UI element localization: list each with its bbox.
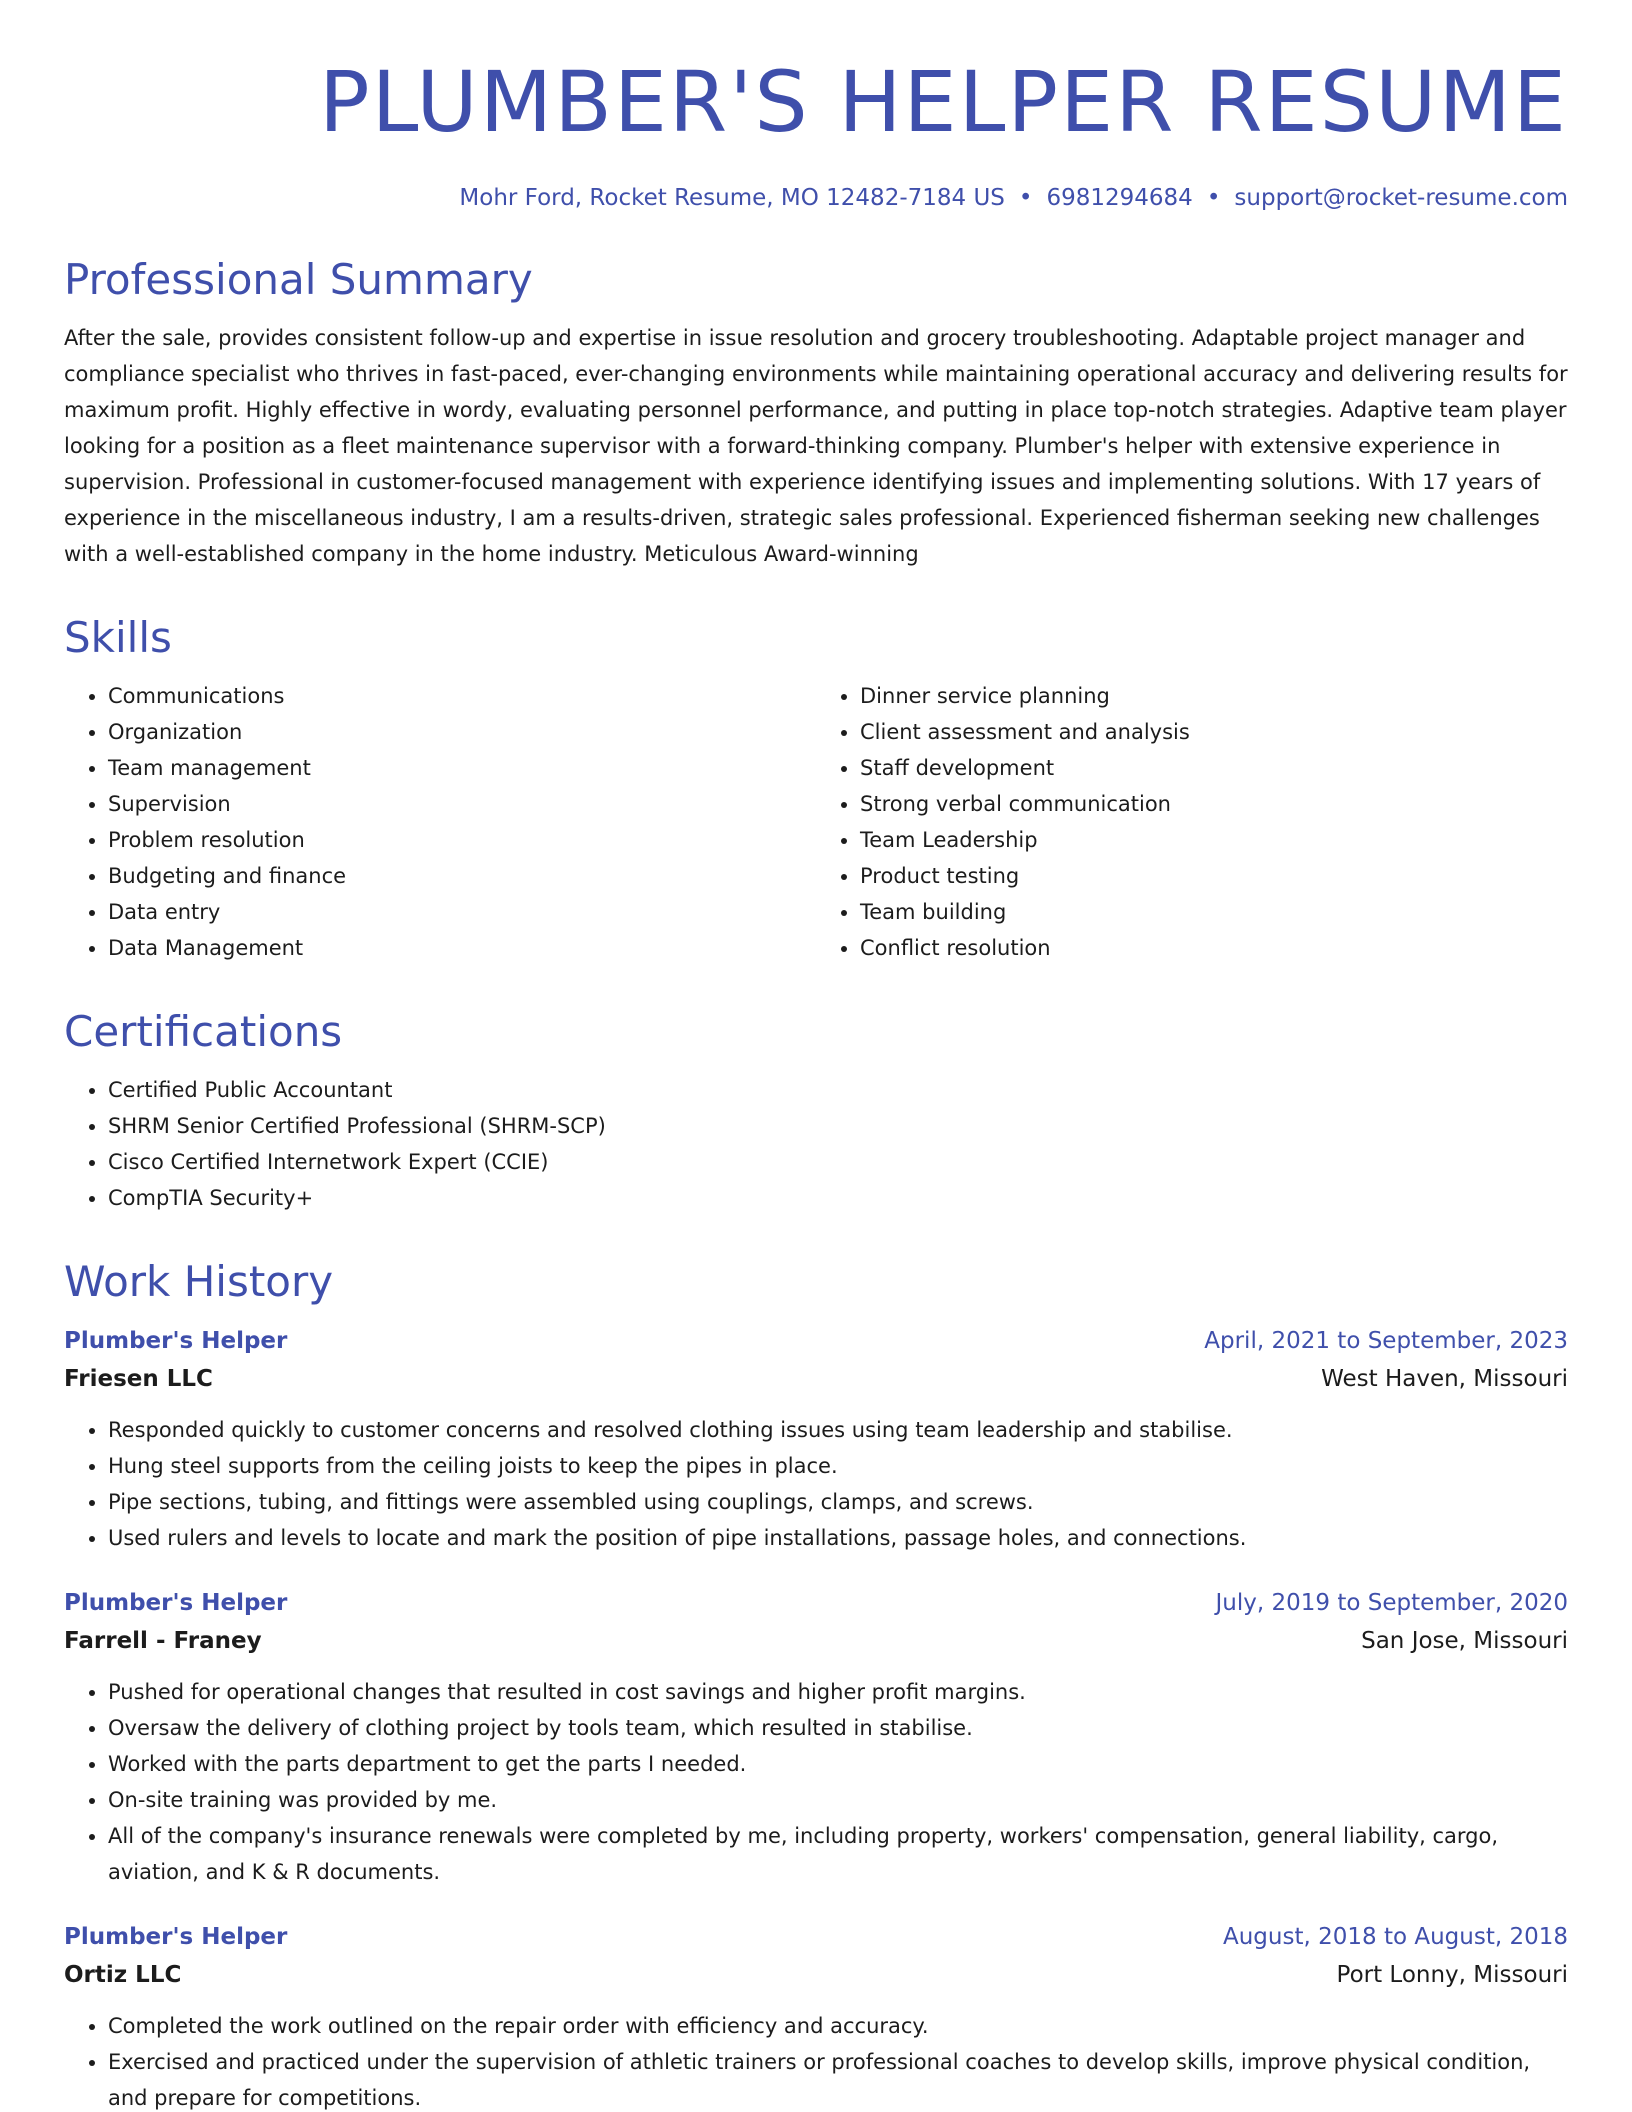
certification-item: • SHRM Senior Certified Professional (SHRM-SCP) (108, 1108, 1568, 1144)
job-location: Port Lonny, Missouri (1336, 1962, 1568, 1988)
skill-item: • Dinner service planning (860, 678, 1568, 714)
job-bullet: • Pushed for operational changes that resulted in cost savings and higher profit margins. (108, 1674, 1568, 1710)
job-bullet: • Completed the work outlined on the repair order with efficiency and accuracy. (108, 2008, 1568, 2044)
certification-item: • CompTIA Security+ (108, 1180, 1568, 1216)
skill-item: • Organization (108, 714, 816, 750)
summary-text: After the sale, provides consistent follow-up and expertise in issue resolution and grocery troubleshooting. Adaptable project manager and compliance specialist who thrives in fast-paced, ever-changing environments while maintaining operational accuracy and delivering results for maximum profit. Highly effective in wordy, evaluating personnel performance, and putting in place top-notch strategies. Adaptive team player looking for a position as a fleet maintenance supervisor with a forward-thinking company. Plumber's helper with extensive experience in supervision. Professional in customer-focused management with experience identifying issues and implementing solutions. With 17 years of experience in the miscellaneous industry, I am a results-driven, strategic sales professional. Experienced fisherman seeking new challenges with a well-established company in the home industry. Meticulous Award-winning (64, 326, 1568, 566)
summary-heading: Professional Summary (64, 255, 533, 304)
job-bullet: • All of the company's insurance renewals were completed by me, including property, workers' compensation, general liability, cargo, aviation, and K & R documents. (108, 1818, 1568, 1890)
job-location: West Haven, Missouri (1321, 1366, 1568, 1392)
certifications-list (64, 1072, 1568, 1216)
contact-separator: • (1018, 185, 1033, 211)
job-company-row (64, 1360, 1568, 1398)
skills-grid (64, 678, 1568, 966)
job-title: Plumber's Helper (64, 1328, 288, 1354)
job-dates: August, 2018 to August, 2018 (1223, 1924, 1568, 1950)
job-company-row (64, 1956, 1568, 1994)
contact-email[interactable]: support@rocket-resume.com (1234, 185, 1568, 211)
job-bullet: • Pipe sections, tubing, and fittings were assembled using couplings, clamps, and screws. (108, 1484, 1568, 1520)
skill-item: • Team Leadership (860, 822, 1568, 858)
job-title-row (64, 1584, 1568, 1622)
skills-column-left (64, 678, 816, 966)
job-title-row (64, 1918, 1568, 1956)
skill-item: • Team management (108, 750, 816, 786)
skill-item: • Client assessment and analysis (860, 714, 1568, 750)
contact-separator: • (1206, 185, 1221, 211)
contact-address: Mohr Ford, Rocket Resume, MO 12482-7184 US (459, 185, 1005, 211)
skill-item: • Strong verbal communication (860, 786, 1568, 822)
job-company: Friesen LLC (64, 1366, 213, 1392)
job-bullet: • Exercised and practiced under the supervision of athletic trainers or professional coaches to develop skills, improve physical condition, and prepare for competitions. (108, 2044, 1568, 2112)
work-history-heading: Work History (64, 1257, 334, 1306)
job-bullet: • Hung steel supports from the ceiling joists to keep the pipes in place. (108, 1448, 1568, 1484)
job-location: San Jose, Missouri (1361, 1628, 1568, 1654)
job-title-row (64, 1322, 1568, 1360)
skill-item: • Budgeting and finance (108, 858, 816, 894)
resume-header (64, 52, 1568, 214)
certifications-section (64, 1006, 1568, 1216)
work-history-section (64, 1256, 1568, 2112)
page-title: PLUMBER'S HELPER RESUME (318, 53, 1568, 151)
certifications-heading: Certifications (64, 1007, 343, 1056)
job-bullets (64, 1412, 1568, 1556)
skill-item: • Problem resolution (108, 822, 816, 858)
job-dates: April, 2021 to September, 2023 (1204, 1328, 1568, 1354)
job-company: Farrell - Franey (64, 1628, 262, 1654)
job-entry (64, 1918, 1568, 2112)
job-bullet: • Used rulers and levels to locate and mark the position of pipe installations, passage holes, and connections. (108, 1520, 1568, 1556)
summary-section (64, 254, 1568, 572)
skills-list-left (64, 678, 816, 966)
job-title: Plumber's Helper (64, 1924, 288, 1950)
skill-item: • Staff development (860, 750, 1568, 786)
skill-item: • Data Management (108, 930, 816, 966)
contact-phone: 6981294684 (1046, 185, 1193, 211)
skill-item: • Data entry (108, 894, 816, 930)
skills-section (64, 612, 1568, 966)
certification-item: • Certified Public Accountant (108, 1072, 1568, 1108)
job-bullet: • On-site training was provided by me. (108, 1782, 1568, 1818)
job-bullet: • Worked with the parts department to get the parts I needed. (108, 1746, 1568, 1782)
job-dates: July, 2019 to September, 2020 (1215, 1590, 1568, 1616)
job-bullet: • Responded quickly to customer concerns and resolved clothing issues using team leadership and stabilise. (108, 1412, 1568, 1448)
skill-item: • Supervision (108, 786, 816, 822)
job-entry (64, 1322, 1568, 1556)
job-company-row (64, 1622, 1568, 1660)
job-bullet: • Oversaw the delivery of clothing project by tools team, which resulted in stabilise. (108, 1710, 1568, 1746)
job-company: Ortiz LLC (64, 1962, 182, 1988)
certification-item: • Cisco Certified Internetwork Expert (CCIE) (108, 1144, 1568, 1180)
skills-heading: Skills (64, 613, 172, 662)
job-title: Plumber's Helper (64, 1590, 288, 1616)
skill-item: • Conflict resolution (860, 930, 1568, 966)
skills-column-right (816, 678, 1568, 966)
job-bullets (64, 2008, 1568, 2112)
contact-line (64, 182, 1568, 214)
job-entry (64, 1584, 1568, 1890)
skill-item: • Product testing (860, 858, 1568, 894)
skill-item: • Team building (860, 894, 1568, 930)
skills-list-right (816, 678, 1568, 966)
job-bullets (64, 1674, 1568, 1890)
skill-item: • Communications (108, 678, 816, 714)
